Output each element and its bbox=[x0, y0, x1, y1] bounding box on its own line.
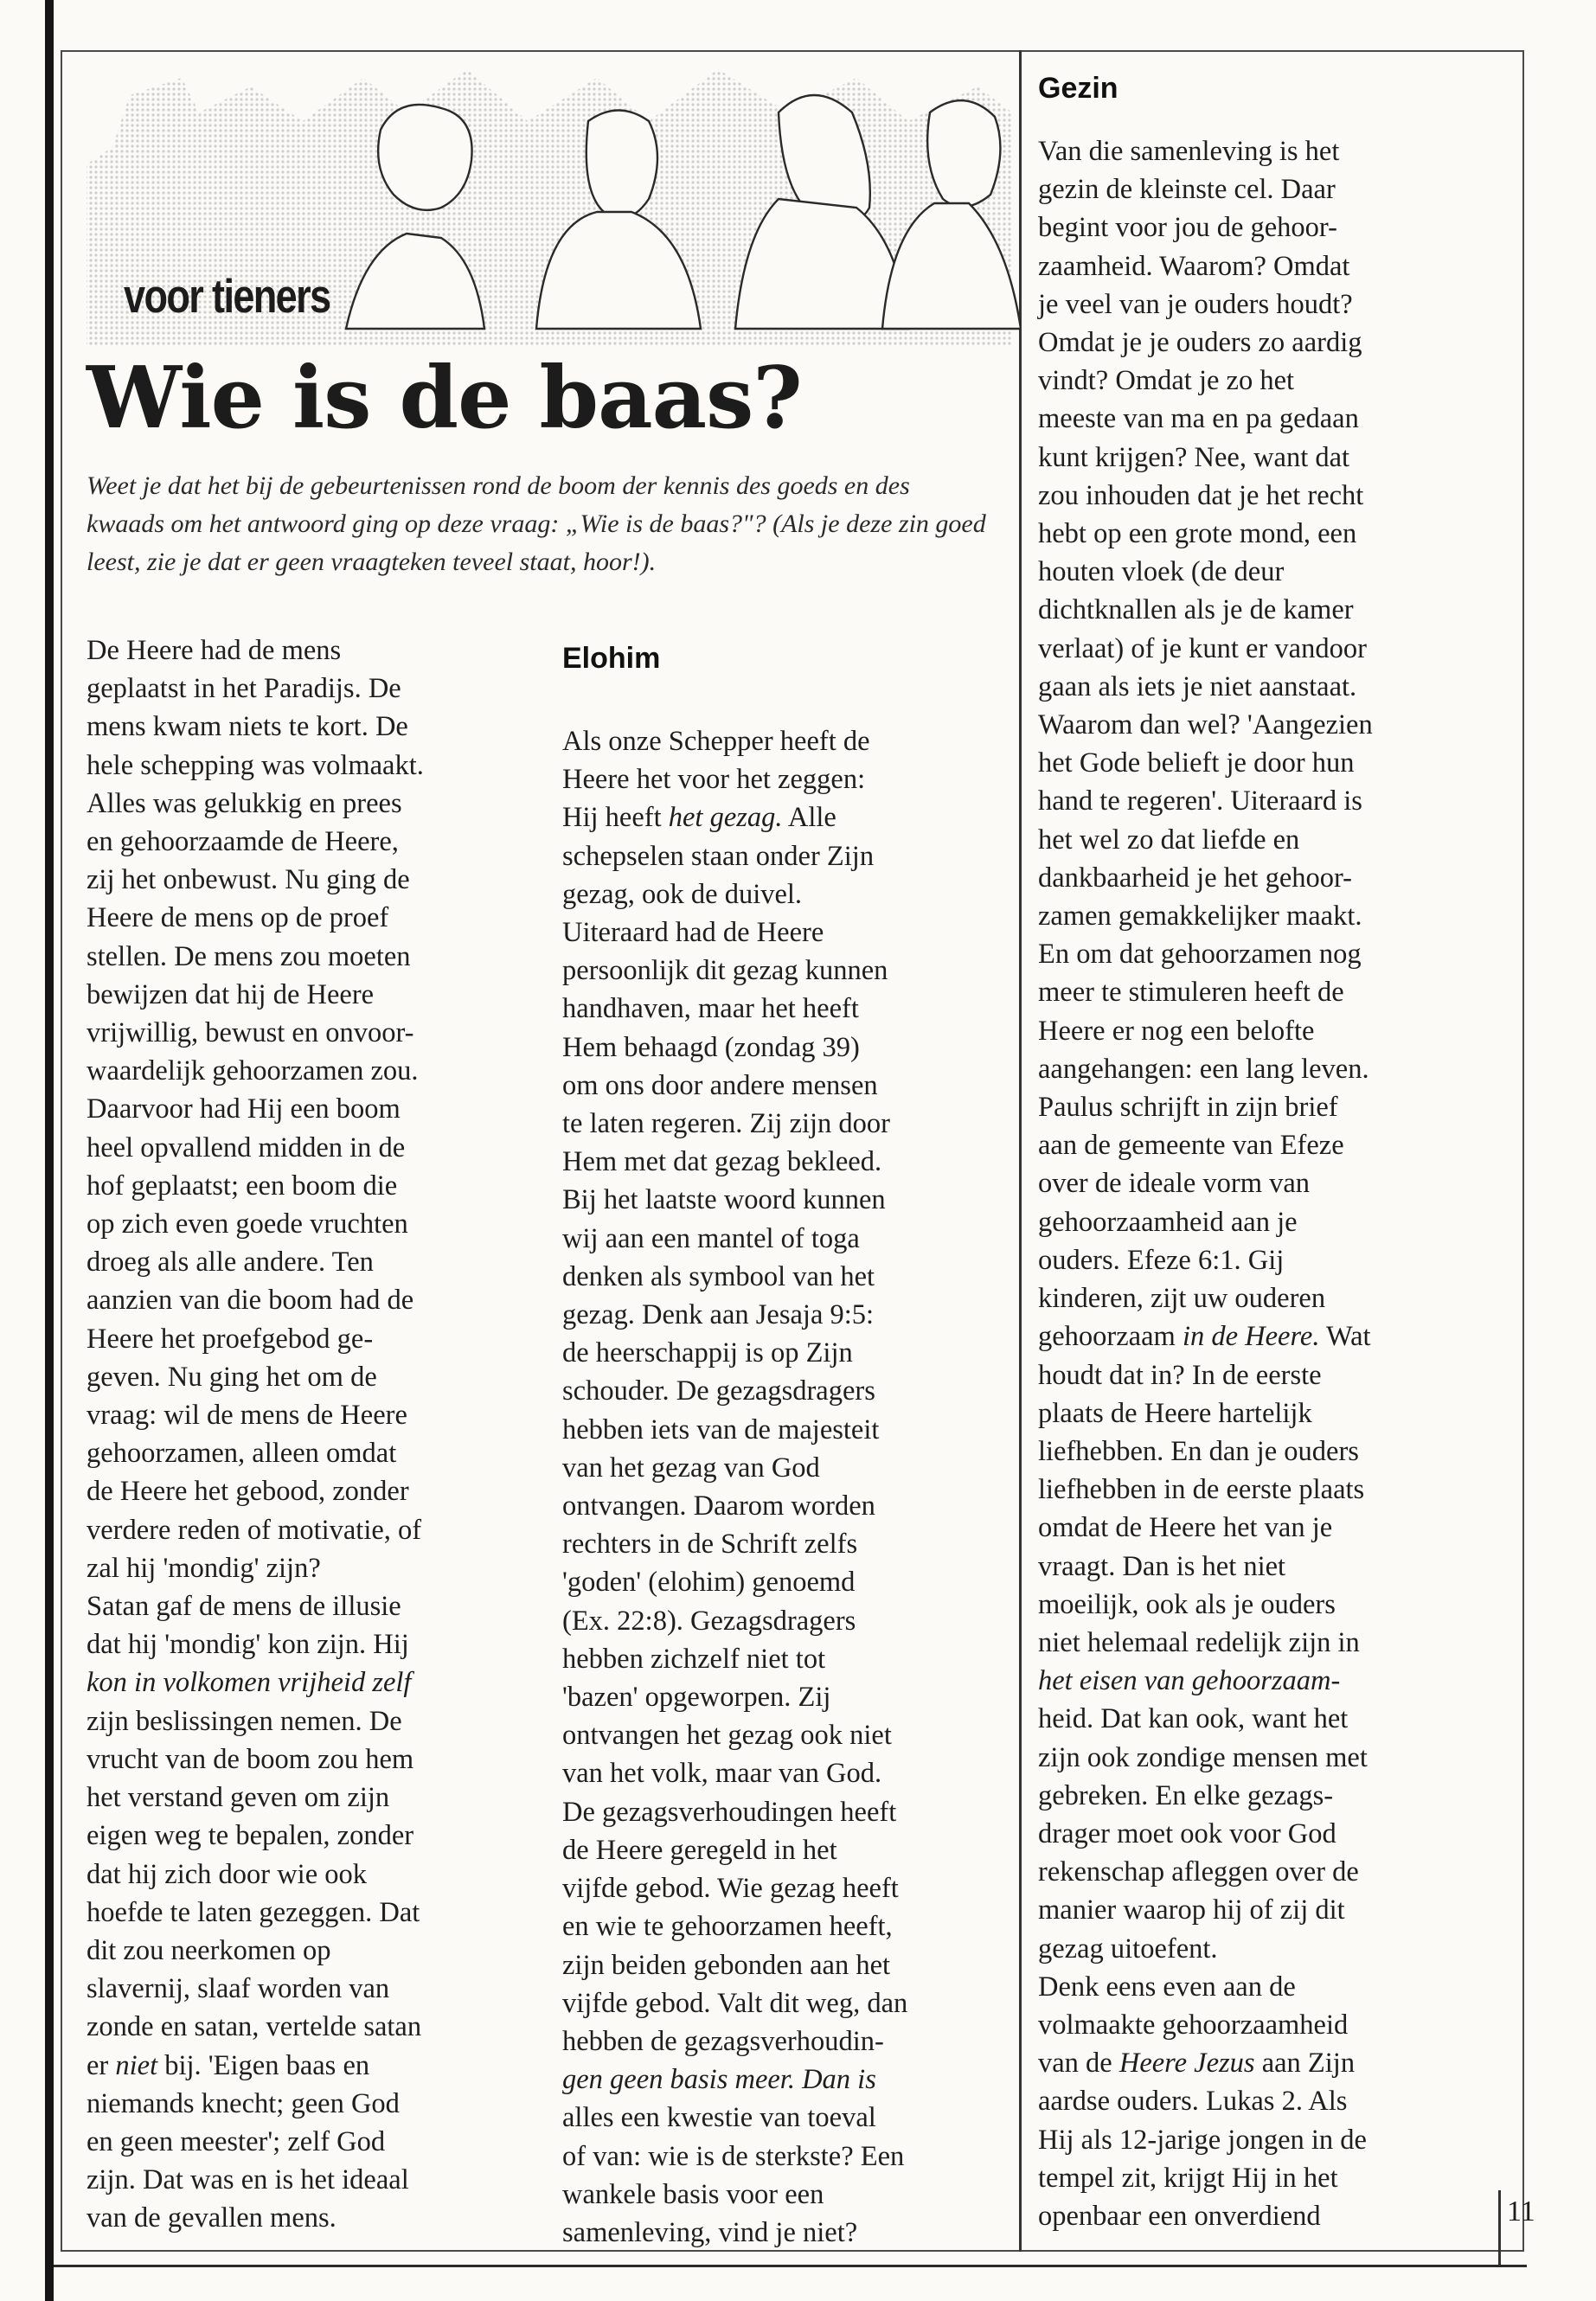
text-line: op zich even goede vruchten bbox=[87, 1208, 408, 1240]
text-line: geplaatst in het Paradijs. De bbox=[87, 673, 401, 705]
text-line: Alles was gelukkig en prees bbox=[87, 787, 402, 819]
text-line: alles een kwestie van toeval bbox=[562, 2102, 876, 2134]
text-line: gezag. Denk aan Jesaja 9:5: bbox=[562, 1299, 875, 1331]
text-run: aan Zijn bbox=[1254, 2048, 1356, 2080]
text-run: er bbox=[87, 2049, 116, 2081]
text-line: zonde en satan, vertelde satan bbox=[87, 2011, 422, 2043]
text-line: Paulus schrijft in zijn brief bbox=[1038, 1092, 1338, 1124]
text-line: dat hij 'mondig' kon zijn. Hij bbox=[87, 1629, 409, 1661]
text-line: zijn beiden gebonden aan het bbox=[562, 1949, 891, 1981]
text-line: zijn. Dat was en is het ideaal bbox=[87, 2164, 409, 2196]
text-line: begint voor jou de gehoor- bbox=[1038, 212, 1337, 244]
text-line: Waarom dan wel? 'Aangezien bbox=[1038, 709, 1373, 741]
text-run: gehoorzaam bbox=[1038, 1321, 1183, 1353]
text-line: gezag, ook de duivel. bbox=[562, 878, 803, 910]
text-line: hof geplaatst; een boom die bbox=[87, 1170, 398, 1202]
text-line: droeg als alle andere. Ten bbox=[87, 1247, 374, 1279]
article-title: Wie is de baas? bbox=[87, 349, 802, 448]
text-run: bij. 'Eigen baas en bbox=[157, 2049, 370, 2081]
text-line: van het gezag van God bbox=[562, 1452, 820, 1484]
text-line: Hem met dat gezag bekleed. bbox=[562, 1146, 882, 1178]
text-line: mens kwam niets te kort. De bbox=[87, 711, 408, 743]
page-number-divider bbox=[1498, 2190, 1501, 2265]
text-line: En om dat gehoorzamen nog bbox=[1038, 939, 1362, 971]
text-line: wij aan een mantel of toga bbox=[562, 1222, 860, 1254]
text-line: zaamheid. Waarom? Omdat bbox=[1038, 250, 1350, 282]
text-line: de Heere het gebood, zonder bbox=[87, 1476, 409, 1508]
text-line: gebreken. En elke gezags- bbox=[1038, 1779, 1334, 1811]
text-line: zijn beslissingen nemen. De bbox=[87, 1705, 402, 1737]
text-line: Omdat je je ouders zo aardig bbox=[1038, 327, 1362, 359]
text-line: aanzien van die boom had de bbox=[87, 1285, 414, 1317]
text-line: heid. Dat kan ook, want het bbox=[1038, 1703, 1349, 1735]
page-bottom-rule bbox=[54, 2265, 1527, 2267]
text-line: liefhebben. En dan je ouders bbox=[1038, 1435, 1359, 1467]
emphasis: Heere Jezus bbox=[1118, 2048, 1255, 2080]
text-line: gezin de kleinste cel. Daar bbox=[1038, 174, 1336, 206]
emphasis: het gezag. bbox=[668, 802, 783, 834]
text-line: slavernij, slaaf worden van bbox=[87, 1973, 390, 2005]
text-run: Hij heeft bbox=[562, 802, 669, 834]
text-line: het eisen van gehoorzaam- bbox=[1038, 1665, 1341, 1697]
text-line: De Heere had de mens bbox=[87, 635, 342, 666]
column-3 bbox=[1038, 132, 1497, 2235]
text-line: dankbaarheid je het gehoor- bbox=[1038, 862, 1353, 894]
text-line: dichtknallen als je de kamer bbox=[1038, 594, 1354, 626]
text-line: vraagt. Dan is het niet bbox=[1038, 1550, 1286, 1582]
text-line: vraag: wil de mens de Heere bbox=[87, 1400, 407, 1432]
text-run: Alle bbox=[782, 802, 836, 834]
text-line: dat hij zich door wie ook bbox=[87, 1858, 368, 1890]
text-line: hebt op een grote mond, een bbox=[1038, 518, 1357, 550]
column-2-paragraph bbox=[562, 722, 1003, 2252]
text-line: kon in volkomen vrijheid zelf bbox=[87, 1667, 412, 1699]
article-intro: Weet je dat het bij de gebeurtenissen rond de boom der kennis des goeds en des kwaads om het antwoord ging op deze vraag: „Wie is de baas?"? (Als je deze zin goed leest, zie je dat er geen vraagteken teveel staat, hoor!). bbox=[87, 471, 986, 576]
column-1 bbox=[87, 631, 519, 2238]
text-line: de heerschappij is op Zijn bbox=[562, 1337, 853, 1369]
text-line: liefhebben in de eerste plaats bbox=[1038, 1474, 1365, 1506]
text-line: Daarvoor had Hij een boom bbox=[87, 1093, 401, 1125]
text-line: hebben zichzelf niet tot bbox=[562, 1643, 826, 1675]
text-line: je veel van je ouders houdt? bbox=[1038, 288, 1353, 320]
text-line: Heere het voor het zeggen: bbox=[562, 764, 866, 796]
text-line: van de gevallen mens. bbox=[87, 2202, 337, 2234]
text-line: het Gode belieft je door hun bbox=[1038, 747, 1355, 779]
text-line: heel opvallend midden in de bbox=[87, 1131, 406, 1163]
text-line: houdt dat in? In de eerste bbox=[1038, 1359, 1322, 1391]
section-heading-gezin: Gezin bbox=[1038, 72, 1118, 105]
text-line: Satan gaf de mens de illusie bbox=[87, 1591, 401, 1623]
text-line: zij het onbewust. Nu ging de bbox=[87, 864, 410, 896]
text-line: eigen weg te bepalen, zonder bbox=[87, 1820, 414, 1852]
text-line: vindt? Omdat je zo het bbox=[1038, 365, 1295, 397]
text-line: vrucht van de boom zou hem bbox=[87, 1743, 414, 1775]
text-line: samenleving, vind je niet? bbox=[562, 2216, 858, 2248]
text-line: van het volk, maar van God. bbox=[562, 1758, 882, 1790]
text-line: Uiteraard had de Heere bbox=[562, 917, 824, 949]
text-line: gezag uitoefent. bbox=[1038, 1932, 1218, 1965]
column-1-paragraph bbox=[87, 631, 519, 2238]
text-line: gehoorzamen, alleen omdat bbox=[87, 1438, 397, 1470]
text-line: en wie te gehoorzamen heeft, bbox=[562, 1911, 893, 1943]
text-line: hebben iets van de majesteit bbox=[562, 1413, 880, 1445]
text-line: moeilijk, ook als je ouders bbox=[1038, 1588, 1336, 1620]
text-line: het wel zo dat liefde en bbox=[1038, 824, 1300, 856]
text-line: schouder. De gezagsdragers bbox=[562, 1375, 875, 1407]
text-line: ontvangen. Daarom worden bbox=[562, 1490, 875, 1522]
text-run: van de bbox=[1038, 2048, 1119, 2080]
text-line: verdere reden of motivatie, of bbox=[87, 1514, 422, 1546]
text-line: vijfde gebod. Wie gezag heeft bbox=[562, 1873, 899, 1905]
text-line: geven. Nu ging het om de bbox=[87, 1361, 377, 1393]
text-line: de Heere geregeld in het bbox=[562, 1834, 837, 1866]
emphasis: niet bbox=[115, 2049, 158, 2081]
text-line: vrijwillig, bewust en onvoor- bbox=[87, 1017, 414, 1049]
text-line: Heere de mens op de proef bbox=[87, 902, 389, 934]
text-line: ouders. Efeze 6:1. Gij bbox=[1038, 1244, 1285, 1276]
text-line: hoefde te laten gezeggen. Dat bbox=[87, 1896, 420, 1928]
text-line bbox=[87, 2047, 519, 2085]
text-line: Als onze Schepper heeft de bbox=[562, 726, 870, 757]
text-line: het verstand geven om zijn bbox=[87, 1782, 390, 1814]
text-line: rekenschap afleggen over de bbox=[1038, 1856, 1359, 1888]
text-line: gen geen basis meer. Dan is bbox=[562, 2064, 876, 2096]
text-line: persoonlijk dit gezag kunnen bbox=[562, 955, 888, 987]
text-line: aardse ouders. Lukas 2. Als bbox=[1038, 2086, 1348, 2118]
text-run: Wat bbox=[1319, 1321, 1371, 1353]
text-line: meer te stimuleren heeft de bbox=[1038, 977, 1344, 1009]
text-line: Hem behaagd (zondag 39) bbox=[562, 1031, 860, 1063]
text-line: zamen gemakkelijker maakt. bbox=[1038, 901, 1362, 933]
text-line: hebben de gezagsverhoudin- bbox=[562, 2025, 884, 2057]
text-line: openbaar een onverdiend bbox=[1038, 2200, 1321, 2232]
text-line: plaats de Heere hartelijk bbox=[1038, 1397, 1312, 1429]
text-line: ontvangen het gezag ook niet bbox=[562, 1720, 892, 1752]
column-3-paragraph bbox=[1038, 132, 1497, 2235]
text-line: gehoorzaamheid aan je bbox=[1038, 1206, 1298, 1238]
text-line: Denk eens even aan de bbox=[1038, 1971, 1296, 2003]
text-line: denken als symbool van het bbox=[562, 1260, 875, 1292]
text-line: over de ideale vorm van bbox=[1038, 1168, 1311, 1200]
text-line: 'bazen' opgeworpen. Zij bbox=[562, 1682, 831, 1714]
text-line: en gehoorzaamde de Heere, bbox=[87, 826, 399, 858]
text-line: kunt krijgen? Nee, want dat bbox=[1038, 441, 1350, 473]
text-line: hele schepping was volmaakt. bbox=[87, 749, 424, 781]
section-kicker: voor tieners bbox=[124, 269, 330, 323]
page-edge-bar bbox=[45, 0, 54, 2301]
text-line: tempel zit, krijgt Hij in het bbox=[1038, 2162, 1338, 2194]
text-line: Hij als 12-jarige jongen in de bbox=[1038, 2124, 1367, 2156]
page-number: 11 bbox=[1507, 2195, 1535, 2227]
text-line: zou inhouden dat je het recht bbox=[1038, 479, 1364, 511]
text-line: schepselen staan onder Zijn bbox=[562, 840, 875, 872]
text-line: omdat de Heere het van je bbox=[1038, 1512, 1333, 1544]
column-2 bbox=[562, 722, 1003, 2252]
section-heading-elohim: Elohim bbox=[562, 642, 661, 675]
text-line: houten vloek (de deur bbox=[1038, 556, 1285, 588]
text-line: Heere er nog een belofte bbox=[1038, 1015, 1315, 1047]
text-line: (Ex. 22:8). Gezagsdragers bbox=[562, 1605, 856, 1637]
text-line: niet helemaal redelijk zijn in bbox=[1038, 1626, 1360, 1658]
text-line: en geen meester'; zelf God bbox=[87, 2125, 386, 2157]
text-line: aan de gemeente van Efeze bbox=[1038, 1130, 1344, 1162]
text-line: aangehangen: een lang leven. bbox=[1038, 1053, 1369, 1085]
text-line: handhaven, maar het heeft bbox=[562, 993, 859, 1025]
text-line bbox=[1038, 1317, 1497, 1356]
text-line: zijn ook zondige mensen met bbox=[1038, 1741, 1368, 1773]
text-line: manier waarop hij of zij dit bbox=[1038, 1894, 1345, 1926]
text-line bbox=[562, 798, 1003, 836]
text-line: volmaakte gehoorzaamheid bbox=[1038, 2009, 1349, 2041]
text-line bbox=[1038, 2044, 1497, 2082]
text-line: gaan als iets je niet aanstaat. bbox=[1038, 670, 1357, 702]
text-line: hand te regeren'. Uiteraard is bbox=[1038, 785, 1362, 817]
text-line: stellen. De mens zou moeten bbox=[87, 940, 411, 972]
text-line: kinderen, zijt uw ouderen bbox=[1038, 1283, 1326, 1315]
text-line: dit zou neerkomen op bbox=[87, 1934, 331, 1966]
text-line: vijfde gebod. Valt dit weg, dan bbox=[562, 1987, 908, 2019]
text-line: drager moet ook voor God bbox=[1038, 1817, 1336, 1849]
text-line: 'goden' (elohim) genoemd bbox=[562, 1567, 856, 1599]
text-line: om ons door andere mensen bbox=[562, 1069, 878, 1101]
text-line: Bij het laatste woord kunnen bbox=[562, 1184, 886, 1216]
text-line: of van: wie is de sterkste? Een bbox=[562, 2140, 905, 2172]
text-line: waardelijk gehoorzamen zou. bbox=[87, 1055, 419, 1087]
text-line: te laten regeren. Zij zijn door bbox=[562, 1108, 891, 1140]
text-line: rechters in de Schrift zelfs bbox=[562, 1529, 858, 1561]
text-line: De gezagsverhoudingen heeft bbox=[562, 1796, 897, 1828]
column-divider bbox=[1019, 50, 1022, 2252]
text-line: Heere het proefgebod ge- bbox=[87, 1323, 374, 1355]
text-line: niemands knecht; geen God bbox=[87, 2087, 400, 2119]
text-line: wankele basis voor een bbox=[562, 2178, 824, 2210]
emphasis: in de Heere. bbox=[1182, 1321, 1320, 1353]
text-line: Van die samenleving is het bbox=[1038, 136, 1340, 167]
text-line: meeste van ma en pa gedaan bbox=[1038, 403, 1359, 435]
text-line: zal hij 'mondig' zijn? bbox=[87, 1552, 321, 1584]
text-line: verlaat) of je kunt er vandoor bbox=[1038, 632, 1367, 664]
text-line: bewijzen dat hij de Heere bbox=[87, 978, 375, 1010]
